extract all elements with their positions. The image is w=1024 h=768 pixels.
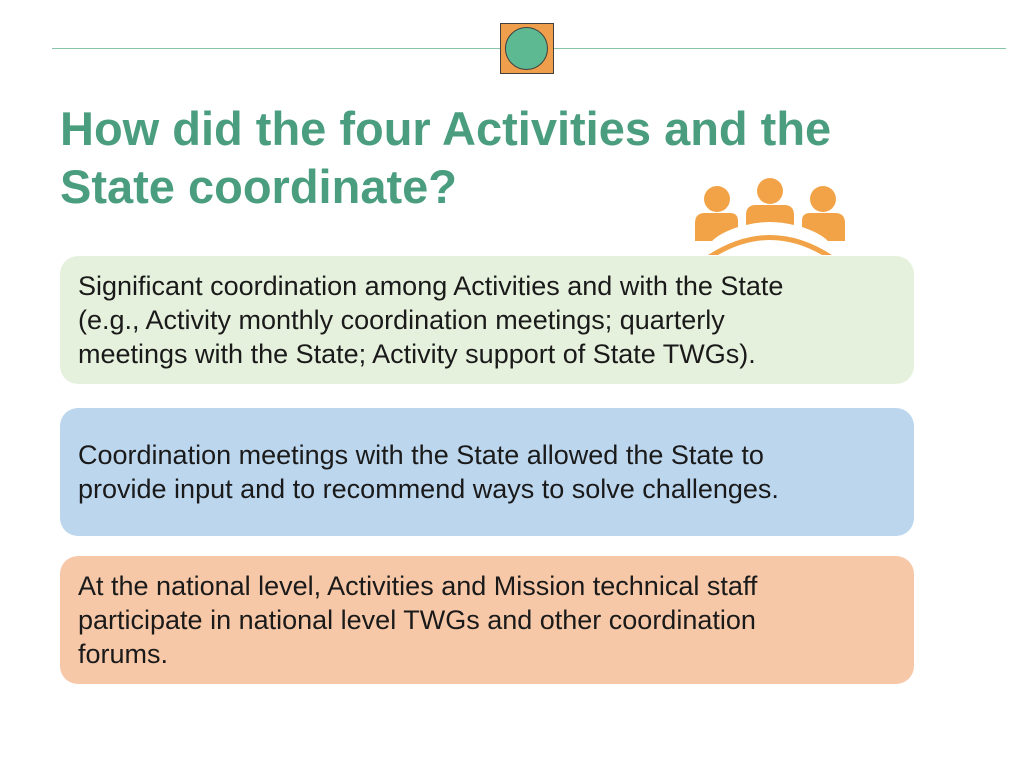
people-group-icon <box>690 175 850 255</box>
info-box-text: Coordination meetings with the State allowed the State to provide input and to recommend ways to solve challenges. <box>78 440 779 504</box>
slide-title: How did the four Activities and the State coordinate? <box>60 102 832 213</box>
info-box-coordination <box>60 256 914 384</box>
info-box-text: At the national level, Activities and Mission technical staff participate in national level TWGs and other coordination forums. <box>78 571 758 669</box>
info-box-state-meetings <box>60 408 914 536</box>
info-box-text: Significant coordination among Activities and with the State (e.g., Activity monthly coordination meetings; quarterly meetings with the State; Activity support of State TWGs). <box>78 271 784 369</box>
info-box-national-level <box>60 556 914 684</box>
slide-emblem-icon <box>500 23 554 74</box>
emblem-circle <box>505 27 548 70</box>
people-group-shapes <box>695 178 845 255</box>
